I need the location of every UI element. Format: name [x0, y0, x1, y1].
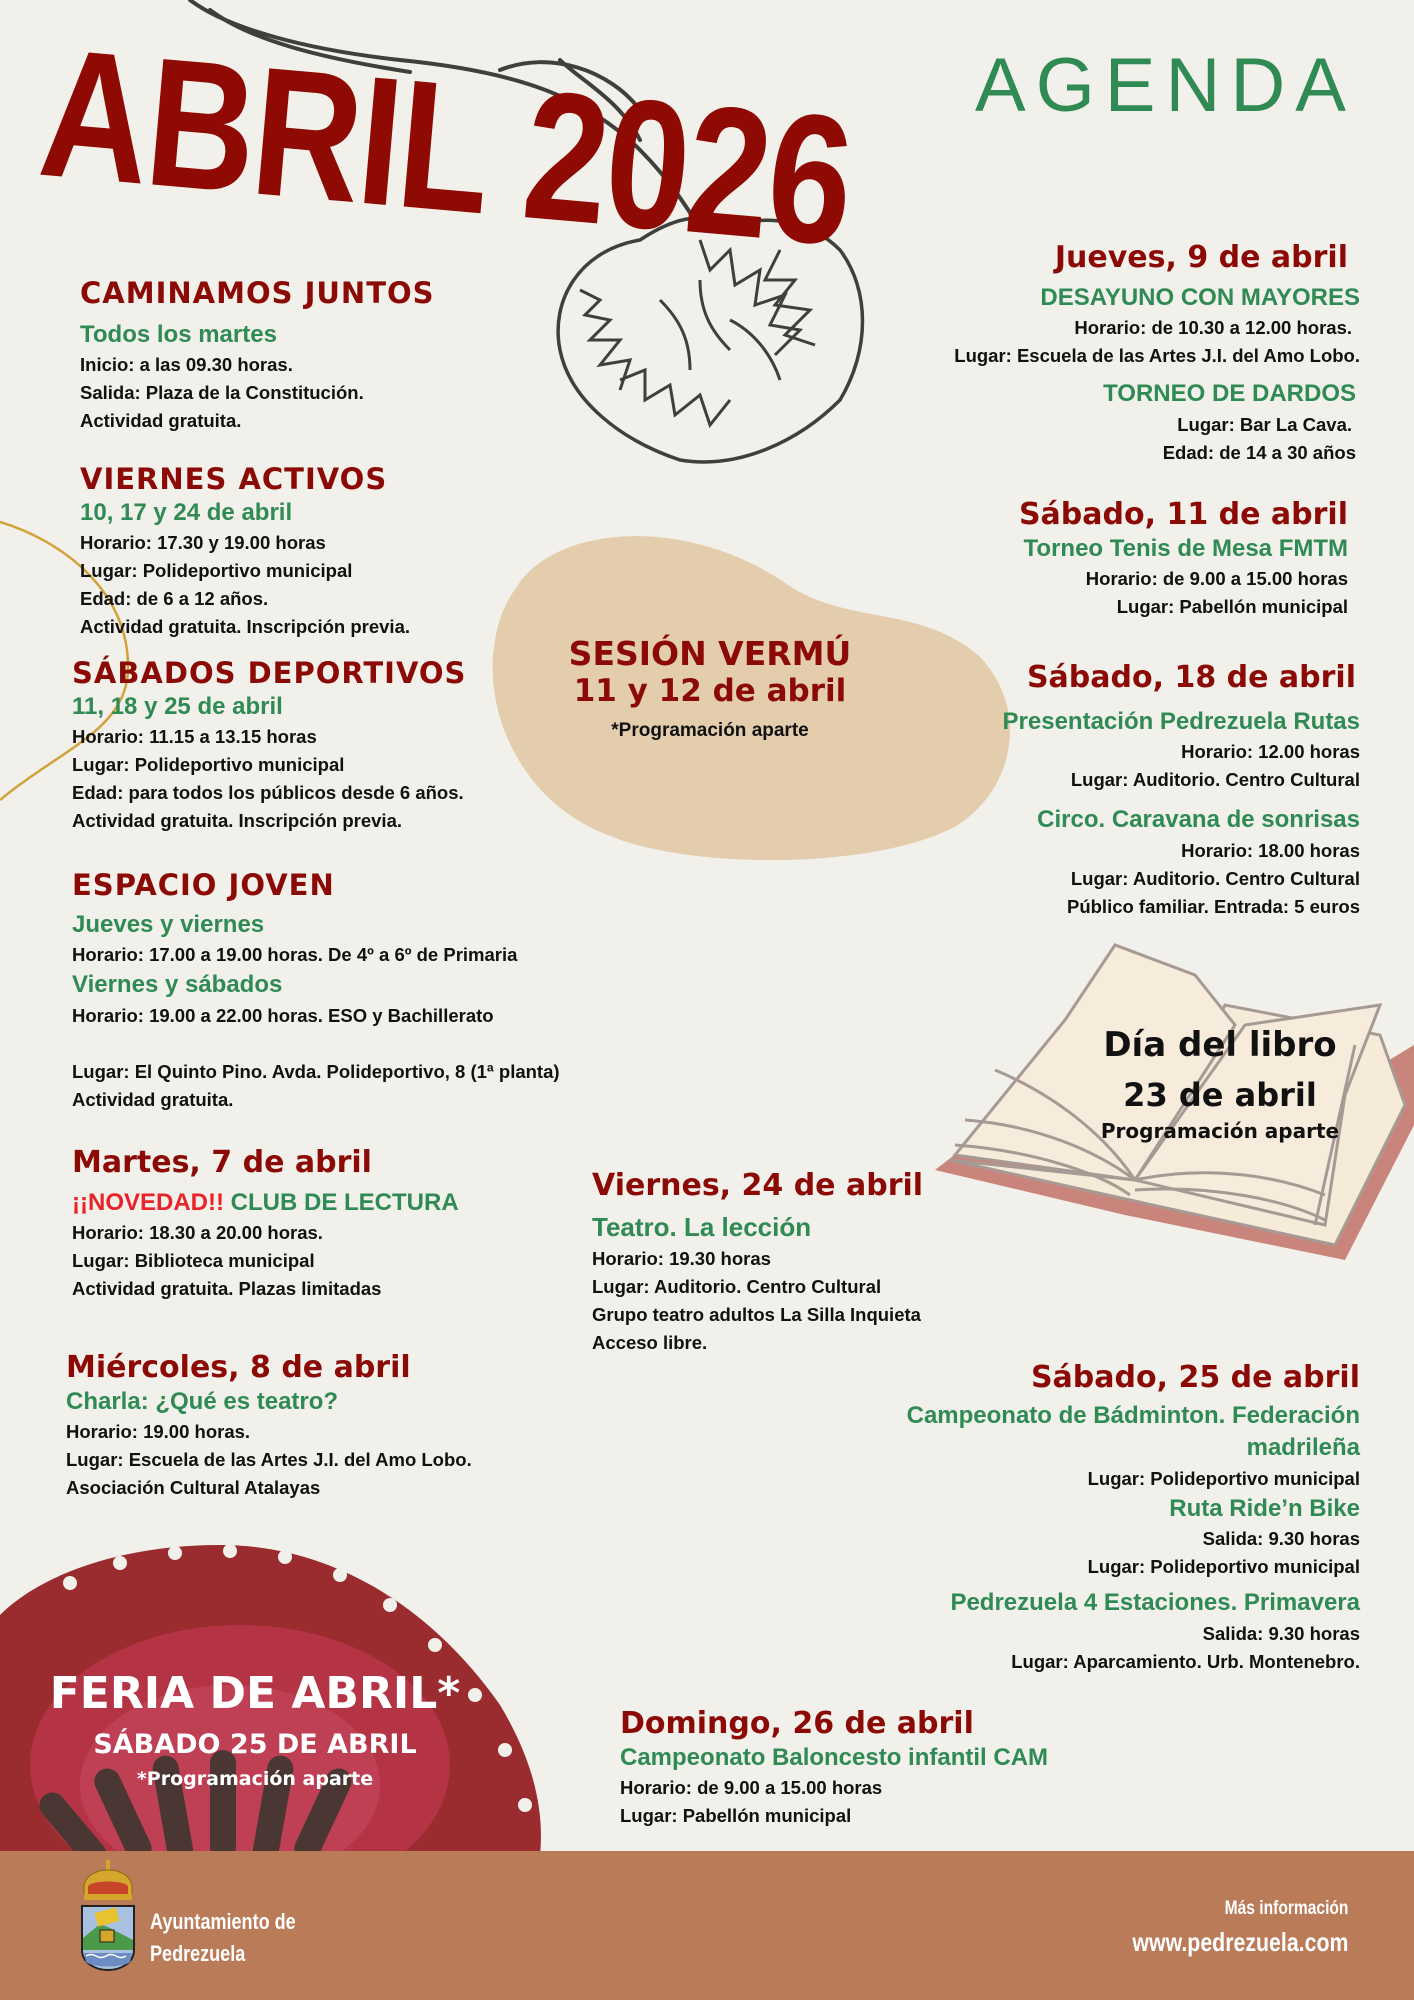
- martes-7-section: [72, 1145, 459, 1303]
- jueves-9-events: [954, 282, 1360, 467]
- domingo-26-section: [620, 1706, 1048, 1830]
- info-line: Lugar: Polideportivo municipal: [1087, 1556, 1360, 1578]
- info-line: Asociación Cultural Atalayas: [66, 1477, 321, 1499]
- more-info: [1132, 1896, 1348, 1962]
- vermu-section: [510, 635, 910, 742]
- info-line: Horario: 18.30 a 20.00 horas.: [72, 1222, 323, 1244]
- info-line: Horario: 17.00 a 19.00 horas. De 4º a 6º de Primaria: [72, 944, 518, 966]
- section-title: VIERNES ACTIVOS: [80, 462, 388, 496]
- info-line: Lugar: El Quinto Pino. Avda. Polideportivo, 8 (1ª planta): [72, 1060, 560, 1082]
- info-line: Salida: Plaza de la Constitución.: [80, 382, 364, 404]
- book-date: 23 de abril: [1123, 1076, 1317, 1114]
- event-title: Teatro. La lección: [592, 1212, 812, 1242]
- event-title: madrileña: [1246, 1434, 1360, 1462]
- info-line: Lugar: Aparcamiento. Urb. Montenebro.: [1011, 1650, 1360, 1672]
- info-line: Lugar: Biblioteca municipal: [72, 1250, 315, 1272]
- event-title: Ruta Ride’n Bike: [1169, 1494, 1360, 1522]
- day-title: Sábado, 18 de abril: [1026, 660, 1356, 695]
- info-line: Horario: de 10.30 a 12.00 horas.: [1074, 317, 1352, 339]
- book-note: Programación aparte: [1100, 1119, 1340, 1143]
- info-line: Actividad gratuita. Inscripción previa.: [72, 810, 403, 832]
- feria-note: *Programación aparte: [136, 1767, 374, 1790]
- dia-del-libro-section: [1080, 1020, 1360, 1143]
- info-line: Lugar: Bar La Cava.: [1177, 413, 1352, 435]
- info-line: Salida: 9.30 horas: [1202, 1528, 1360, 1550]
- website-link[interactable]: www.pedrezuela.com: [1131, 1927, 1348, 1957]
- day-title: Martes, 7 de abril: [72, 1145, 372, 1180]
- jueves-9-section: [1055, 240, 1348, 276]
- sabado-18-section: [1003, 660, 1360, 921]
- section-title: SÁBADOS DEPORTIVOS: [72, 656, 467, 690]
- info-line: Actividad gratuita. Plazas limitadas: [72, 1278, 382, 1300]
- info-line: Horario: 19.30 horas: [592, 1248, 771, 1270]
- main-title: ABRIL 2026: [33, 9, 859, 284]
- club-lectura-title: CLUB DE LECTURA: [230, 1189, 459, 1216]
- info-line: Horario: de 9.00 a 15.00 horas: [620, 1777, 883, 1799]
- org-line-2: Pedrezuela: [150, 1941, 246, 1966]
- event-title: DESAYUNO CON MAYORES: [1040, 284, 1360, 311]
- org-line-1: Ayuntamiento de: [150, 1909, 296, 1934]
- viernes-activos-section: [80, 462, 410, 641]
- info-line: Actividad gratuita. Inscripción previa.: [80, 616, 411, 638]
- info-line: Lugar: Pabellón municipal: [1116, 596, 1348, 618]
- day-title: Sábado, 11 de abril: [1018, 497, 1348, 532]
- info-line: Lugar: Auditorio. Centro Cultural: [592, 1276, 882, 1298]
- info-line: Horario: 11.15 a 13.15 horas: [72, 726, 317, 748]
- info-line: Salida: 9.30 horas: [1202, 1622, 1360, 1644]
- day-title: Viernes, 24 de abril: [592, 1168, 924, 1203]
- info-line: Actividad gratuita.: [80, 410, 242, 432]
- event-title: Campeonato de Bádminton. Federación: [906, 1402, 1360, 1429]
- feria-title: FERIA DE ABRIL*: [49, 1668, 461, 1719]
- day-title: Sábado, 25 de abril: [1030, 1360, 1360, 1395]
- info-line: Actividad gratuita.: [72, 1088, 234, 1110]
- section-subtitle: Todos los martes: [80, 320, 277, 348]
- event-title: Pedrezuela 4 Estaciones. Primavera: [950, 1589, 1360, 1617]
- vermu-dates: 11 y 12 de abril: [573, 672, 847, 709]
- section-subtitle: Viernes y sábados: [72, 971, 283, 999]
- info-line: Lugar: Polideportivo municipal: [72, 754, 345, 776]
- info-line: Horario: 19.00 horas.: [66, 1421, 251, 1443]
- caminamos-section: [80, 276, 435, 435]
- event-title: TORNEO DE DARDOS: [1103, 380, 1356, 408]
- info-line: Edad: de 14 a 30 años: [1162, 441, 1356, 463]
- info-line: Lugar: Auditorio. Centro Cultural: [1070, 769, 1360, 791]
- feria-date: SÁBADO 25 DE ABRIL: [93, 1728, 417, 1760]
- info-line: Lugar: Escuela de las Artes J.I. del Amo Lobo.: [954, 345, 1360, 367]
- more-info-label: Más información: [1224, 1898, 1348, 1919]
- novedad-badge: ¡¡NOVEDAD!!: [72, 1189, 224, 1216]
- info-line: Horario: de 9.00 a 15.00 horas: [1085, 568, 1348, 590]
- feria-de-abril-section: [40, 1668, 470, 1790]
- miercoles-8-section: [66, 1350, 472, 1502]
- vermu-title: SESIÓN VERMÚ: [568, 634, 852, 673]
- info-line: Horario: 18.00 horas: [1181, 839, 1360, 861]
- info-line: Público familiar. Entrada: 5 euros: [1066, 895, 1360, 917]
- espacio-joven-section: [72, 868, 560, 1114]
- info-line: Lugar: Polideportivo municipal: [1087, 1467, 1360, 1489]
- event-title: Presentación Pedrezuela Rutas: [1002, 708, 1360, 735]
- event-title: Campeonato Baloncesto infantil CAM: [620, 1744, 1049, 1771]
- section-title: ESPACIO JOVEN: [72, 868, 335, 902]
- agenda-title: AGENDA: [975, 43, 1356, 128]
- section-subtitle: Jueves y viernes: [72, 910, 265, 938]
- day-title: Miércoles, 8 de abril: [66, 1350, 411, 1385]
- viernes-24-section: [592, 1168, 923, 1357]
- info-line: Grupo teatro adultos La Silla Inquieta: [592, 1304, 921, 1326]
- section-title: CAMINAMOS JUNTOS: [80, 276, 435, 310]
- event-title: Circo. Caravana de sonrisas: [1037, 806, 1360, 834]
- section-subtitle: [72, 1187, 459, 1219]
- info-line: Lugar: Polideportivo municipal: [80, 560, 353, 582]
- info-line: Horario: 17.30 y 19.00 horas: [80, 532, 326, 554]
- info-line: Lugar: Pabellón municipal: [620, 1805, 852, 1827]
- organization-name: [150, 1906, 296, 1970]
- book-title: Día del libro: [1103, 1025, 1337, 1065]
- section-subtitle: 10, 17 y 24 de abril: [80, 498, 293, 526]
- sabados-deportivos-section: [72, 656, 466, 835]
- sabado-25-section: [907, 1360, 1360, 1676]
- info-line: Edad: para todos los públicos desde 6 años.: [72, 782, 464, 804]
- info-line: Lugar: Escuela de las Artes J.I. del Amo Lobo.: [66, 1449, 472, 1471]
- section-subtitle: Charla: ¿Qué es teatro?: [66, 1388, 339, 1415]
- section-subtitle: 11, 18 y 25 de abril: [72, 692, 283, 720]
- day-title: Domingo, 26 de abril: [620, 1706, 974, 1741]
- event-title: Torneo Tenis de Mesa FMTM: [1023, 535, 1348, 562]
- info-line: Horario: 19.00 a 22.00 horas. ESO y Bachillerato: [72, 1004, 494, 1026]
- info-line: Acceso libre.: [592, 1332, 708, 1354]
- info-line: Lugar: Auditorio. Centro Cultural: [1070, 867, 1360, 889]
- sabado-11-section: [1019, 497, 1348, 621]
- coat-of-arms-icon: [78, 1858, 138, 1973]
- info-line: Edad: de 6 a 12 años.: [80, 588, 269, 610]
- info-line: Horario: 12.00 horas: [1181, 741, 1360, 763]
- vermu-note: *Programación aparte: [611, 720, 809, 742]
- day-title: Jueves, 9 de abril: [1054, 240, 1348, 275]
- info-line: Inicio: a las 09.30 horas.: [80, 354, 293, 376]
